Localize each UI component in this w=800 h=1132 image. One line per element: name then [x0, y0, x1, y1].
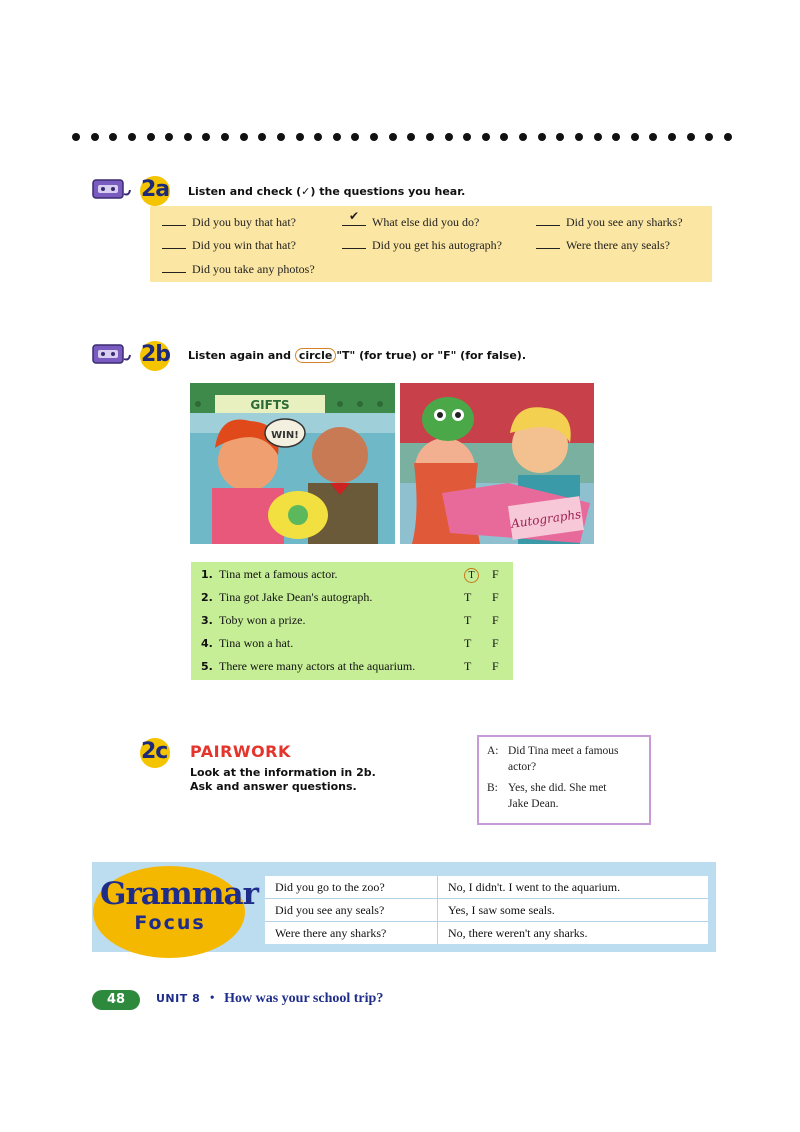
table-row: [265, 876, 708, 899]
question-item: ✔ What else did you do?: [342, 215, 479, 230]
rule-dot: [72, 133, 80, 141]
grammar-question: Did you see any seals?: [265, 899, 438, 922]
gift-shop-illustration: [190, 383, 395, 544]
rule-dot: [109, 133, 117, 141]
true-option[interactable]: T: [464, 613, 472, 627]
rule-dot: [407, 133, 415, 141]
grammar-answer: No, I didn't. I went to the aquarium.: [438, 876, 709, 899]
rule-dot: [221, 133, 229, 141]
question-item: Did you see any sharks?: [536, 215, 683, 230]
pairwork-title: PAIRWORK: [190, 742, 291, 761]
rule-dot: [556, 133, 564, 141]
grammar-focus-subtitle: Focus: [134, 912, 206, 934]
dialog-b-label: B:: [487, 782, 498, 794]
question-item: Were there any seals?: [536, 238, 670, 253]
unit-title: How was your school trip?: [224, 991, 384, 1006]
rule-dot: [482, 133, 490, 141]
true-option[interactable]: [464, 567, 479, 583]
false-option[interactable]: F: [492, 590, 499, 604]
grammar-question: Did you go to the zoo?: [265, 876, 438, 899]
statement-row: 4. Tina won a hat. T F: [201, 636, 499, 650]
page-number: 48: [92, 990, 140, 1010]
rule-dot: [370, 133, 378, 141]
autograph-illustration: [400, 383, 594, 544]
answer-blank[interactable]: [162, 216, 186, 226]
dialog-b-line-1: Yes, she did. She met: [508, 782, 607, 794]
rule-dot: [184, 133, 192, 141]
rule-dot: [500, 133, 508, 141]
true-option[interactable]: T: [464, 636, 472, 650]
cassette-icon: [92, 178, 132, 200]
grammar-answer: No, there weren't any sharks.: [448, 925, 588, 940]
pairwork-instruction-1: Look at the information in 2b.: [190, 766, 376, 779]
rule-dot: [575, 133, 583, 141]
rule-dot: [594, 133, 602, 141]
rule-dot: [277, 133, 285, 141]
section-2c-number: 2c: [141, 739, 168, 764]
rule-dot: [165, 133, 173, 141]
rule-dot: [519, 133, 527, 141]
circled-true-mark: T: [464, 568, 479, 583]
pairwork-instruction-2: Ask and answer questions.: [190, 780, 357, 793]
rule-dot: [463, 133, 471, 141]
answer-blank[interactable]: [342, 209, 366, 226]
false-option[interactable]: F: [492, 636, 499, 650]
grammar-answer: Yes, I saw some seals.: [438, 899, 709, 922]
question-item: Did you buy that hat?: [162, 215, 296, 230]
section-2a-number: 2a: [141, 177, 170, 202]
grammar-table: [265, 876, 708, 944]
cassette-icon: [92, 343, 132, 365]
answer-blank[interactable]: [536, 239, 560, 249]
table-row: [265, 899, 708, 922]
true-option[interactable]: T: [464, 659, 472, 673]
rule-dot: [705, 133, 713, 141]
grammar-question: Were there any sharks?: [265, 922, 438, 945]
page-footer: [156, 991, 383, 1007]
dialog-b-line-2: Jake Dean.: [508, 798, 559, 810]
statement-row: 5. There were many actors at the aquarium. T F: [201, 659, 499, 673]
dialog-a-line-1: Did Tina meet a famous: [508, 745, 619, 757]
rule-dot: [240, 133, 248, 141]
rule-dot: [333, 133, 341, 141]
rule-dot: [687, 133, 695, 141]
rule-dot: [389, 133, 397, 141]
section-2b-number: 2b: [141, 342, 171, 367]
rule-dot: [649, 133, 657, 141]
gifts-sign-text: GIFTS: [250, 398, 290, 412]
dialog-a-line-2: actor?: [508, 761, 537, 773]
rule-dot: [445, 133, 453, 141]
rule-dot: [538, 133, 546, 141]
rule-dot: [351, 133, 359, 141]
rule-dot: [426, 133, 434, 141]
answer-blank[interactable]: [162, 239, 186, 249]
rule-dot: [91, 133, 99, 141]
statement-row: 2. Tina got Jake Dean's autograph. T F: [201, 590, 499, 604]
rule-dot: [668, 133, 676, 141]
rule-dot: [724, 133, 732, 141]
rule-dot: [631, 133, 639, 141]
rule-dot: [202, 133, 210, 141]
answer-blank[interactable]: [536, 216, 560, 226]
win-bubble-text: WIN!: [271, 430, 299, 441]
rule-dot: [612, 133, 620, 141]
true-option[interactable]: T: [464, 590, 472, 604]
grammar-focus-title: Grammar: [100, 876, 258, 912]
rule-dot: [128, 133, 136, 141]
dialog-a-label: A:: [487, 745, 499, 757]
answer-blank[interactable]: [162, 263, 186, 273]
footer-separator: •: [209, 991, 215, 1006]
dotted-rule: [72, 129, 732, 145]
unit-label: UNIT 8: [156, 992, 201, 1005]
false-option[interactable]: F: [492, 659, 499, 673]
table-row: [265, 922, 708, 945]
rule-dot: [314, 133, 322, 141]
statement-row: 3. Toby won a prize. T F: [201, 613, 499, 627]
autographs-book-text: Autographs: [510, 507, 583, 531]
answer-blank[interactable]: [342, 239, 366, 249]
rule-dot: [296, 133, 304, 141]
question-item: Did you win that hat?: [162, 238, 296, 253]
question-item: Did you take any photos?: [162, 262, 315, 277]
section-2b-instruction: Listen again and circle "T" (for true) or "F" (for false).: [188, 349, 526, 362]
section-2a-instruction: Listen and check (✓) the questions you hear.: [188, 185, 466, 198]
rule-dot: [147, 133, 155, 141]
rule-dot: [258, 133, 266, 141]
check-mark-icon: ✔: [349, 209, 360, 223]
false-option[interactable]: F: [492, 567, 499, 581]
question-item: Did you get his autograph?: [342, 238, 502, 253]
false-option[interactable]: F: [492, 613, 499, 627]
statement-row: 1. Tina met a famous actor. T F: [201, 567, 499, 581]
